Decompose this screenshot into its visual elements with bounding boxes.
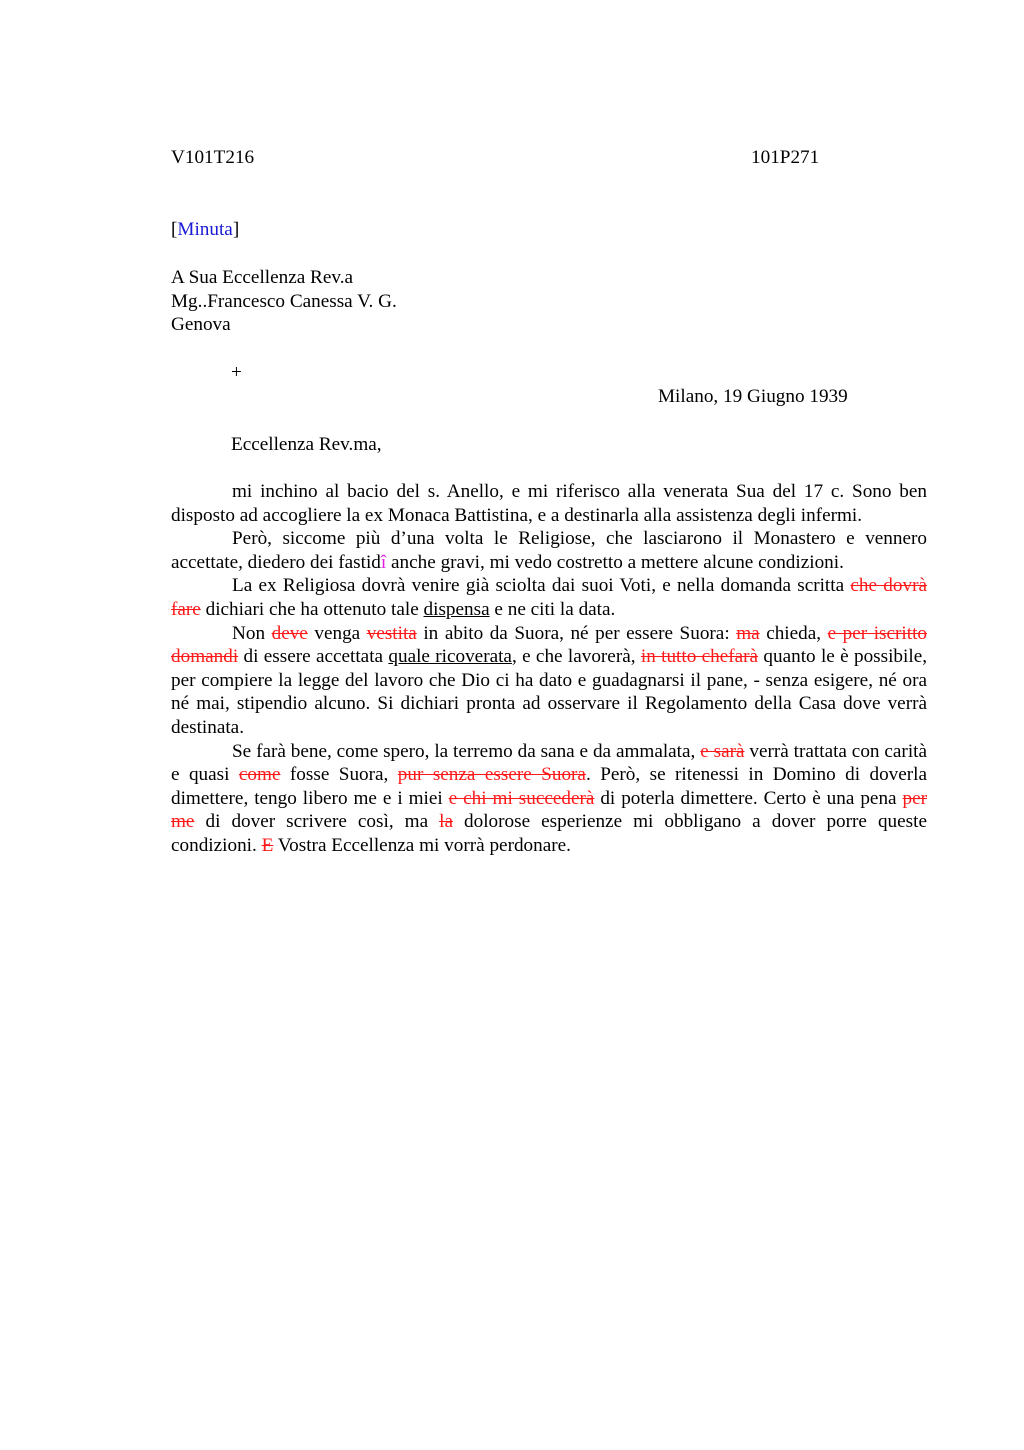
- deleted-text: vestita: [366, 622, 417, 644]
- deleted-text: per me: [171, 787, 928, 833]
- text-segment: . Però, se ritenessi in Domino di doverla dimettere, tengo libero me e i miei: [171, 764, 928, 809]
- deleted-text: e chi mi succederà: [448, 787, 595, 809]
- text-segment: Però, siccome più d’una volta le Religiose, che lasciarono il Monastero e vennero accettate, diedero dei fastid: [171, 528, 927, 573]
- deleted-text: E: [261, 834, 274, 856]
- text-segment: di poterla dimettere. Certo è una pena: [594, 787, 903, 809]
- place-date: Milano, 19 Giugno 1939: [658, 386, 848, 407]
- underlined-text: dispensa: [423, 598, 490, 620]
- deleted-text: in tutto chefarà: [640, 646, 759, 668]
- text-segment: , e che lavorerà,: [511, 646, 641, 668]
- text-segment: di essere accettata: [238, 646, 389, 668]
- text-segment: e ne citi la data.: [489, 598, 616, 620]
- deleted-text: deve: [271, 622, 308, 644]
- deleted-text: la: [439, 811, 453, 833]
- text-segment: venga: [307, 622, 367, 644]
- text-segment: mi inchino al bacio del s. Anello, e mi riferisco alla venerata Sua del 17 c. Sono ben disposto ad accogliere la ex Monaca Battistina, e a destinarla alla assistenza degli infermi.: [171, 481, 927, 526]
- paragraph: [171, 740, 927, 858]
- text-segment: Non: [232, 622, 272, 644]
- recipient-line-1: A Sua Eccellenza Rev.a: [171, 267, 354, 288]
- minuta-label: Minuta: [177, 219, 233, 240]
- deleted-text: pur senza essere Suora: [397, 764, 586, 786]
- cross-mark: +: [231, 362, 242, 383]
- accent-mark: î: [380, 551, 387, 573]
- text-segment: verrà trattata con carità e quasi: [171, 740, 927, 786]
- paragraph: [171, 574, 927, 621]
- text-segment: chieda,: [759, 622, 828, 644]
- bracket-close: ]: [232, 219, 240, 240]
- underlined-text: quale ricoverata: [388, 646, 512, 668]
- deleted-text: e sarà: [700, 740, 745, 762]
- text-segment: Se farà bene, come spero, la terremo da sana e da ammalata,: [232, 740, 701, 762]
- text-segment: quanto le è possibile, per compiere la legge del lavoro che Dio ci ha dato e guadagnarsi il pane, - senza esigere, né ora né mai, stipendio alcuno. Si dichiari pronta ad osservare il Regolamento della Casa dove verrà destinata.: [171, 646, 928, 738]
- deleted-text: come: [238, 764, 281, 786]
- deleted-text: domandi: [171, 646, 239, 668]
- text-segment: di dover scrivere così, ma: [194, 811, 440, 833]
- document-code-left: V101T216: [171, 147, 255, 168]
- deleted-text: ma: [736, 622, 760, 644]
- paragraph: [171, 527, 927, 574]
- document-code-right: 101P271: [751, 147, 820, 168]
- bracket-open: [: [171, 219, 178, 240]
- deleted-text: e per iscritto: [827, 622, 927, 644]
- text-segment: in abito da Suora, né per essere Suora:: [416, 622, 737, 644]
- paragraph: [171, 622, 927, 740]
- deleted-text: che dovrà fare: [171, 575, 927, 620]
- text-segment: fosse Suora,: [280, 764, 398, 786]
- editorial-note: [171, 218, 239, 242]
- text-segment: dolorose esperienze mi obbligano a dover porre queste condizioni.: [171, 811, 927, 856]
- text-segment: dichiari che ha ottenuto tale: [200, 598, 424, 620]
- text-segment: anche gravi, mi vedo costretto a mettere alcune condizioni.: [386, 551, 844, 573]
- paragraph: [171, 480, 927, 527]
- text-segment: Vostra Eccellenza mi vorrà perdonare.: [273, 834, 571, 856]
- salutation: Eccellenza Rev.ma,: [231, 434, 382, 455]
- recipient-line-2: Mg..Francesco Canessa V. G.: [171, 291, 397, 312]
- recipient-line-3: Genova: [171, 314, 231, 335]
- text-segment: La ex Religiosa dovrà venire già sciolta dai suoi Voti, e nella domanda scritta: [232, 575, 851, 597]
- letter-body: [171, 480, 927, 858]
